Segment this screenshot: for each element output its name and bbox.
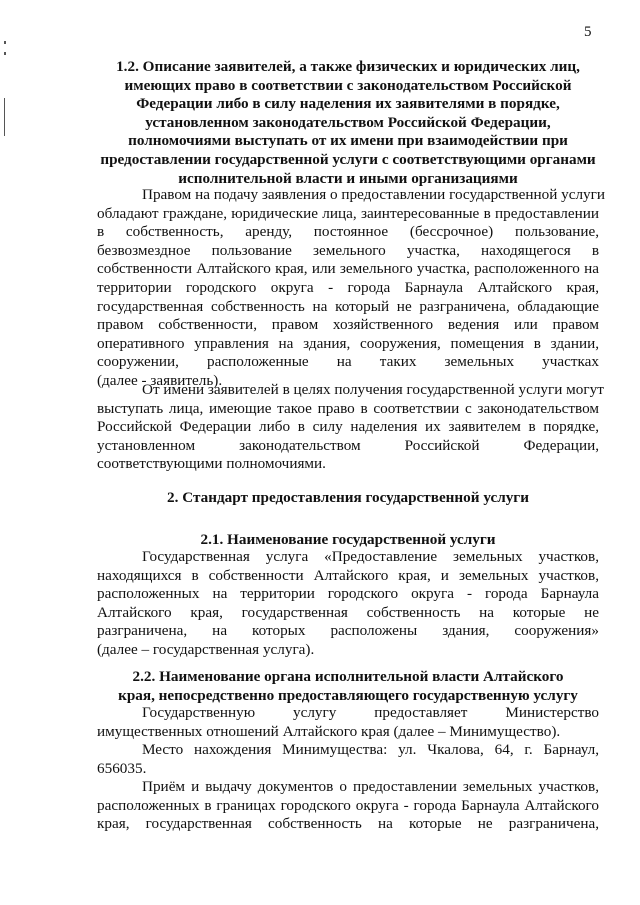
paragraph-line: установленном законодательством Российской Федерации, — [97, 436, 599, 454]
paragraph-line: находящихся в собственности Алтайского края, и земельных участков, — [97, 566, 599, 584]
section-2-2-heading — [97, 668, 599, 705]
paragraph-line: Российской Федерации либо в силу наделения их заявителем в порядке, — [97, 418, 599, 436]
paragraph-line: Государственную услугу предоставляет Министерство — [142, 704, 599, 721]
heading-line: края, непосредственно предоставляющего государственную услугу — [118, 686, 578, 704]
paragraph-line: обладают граждане, юридические лица, заинтересованные в предоставлении — [97, 204, 599, 222]
section-1-2-paragraph-1 — [97, 186, 606, 391]
paragraph-line: собственности Алтайского края, или земельного участка, расположенного на — [97, 260, 599, 278]
paragraph-line: имущественных отношений Алтайского края (далее – Минимущество). — [97, 722, 561, 740]
paragraph-line: Правом на подачу заявления о предоставлении государственной услуги — [142, 186, 606, 203]
heading-line: Федерации либо в силу наделения их заявителями в порядке, — [136, 95, 560, 113]
paragraph-line: выступать лица, имеющие такое право в соответствии с законодательством — [97, 399, 599, 417]
heading-line: исполнительной власти и иными организациями — [178, 169, 518, 187]
section-2-1-paragraph-1 — [97, 548, 599, 660]
paragraph-line: края, государственная собственность на которые не разграничена, — [97, 815, 599, 833]
paragraph-line: оперативного управления на здания, сооружения, помещения в здании, — [97, 334, 599, 352]
paragraph-line: (далее - заявитель). — [97, 371, 223, 389]
heading-line: предоставлении государственной услуги с соответствующими органами — [100, 150, 596, 168]
paragraph-line: 656035. — [97, 759, 147, 777]
paragraph-line: правом собственности, правом хозяйственного ведения или правом — [97, 316, 599, 334]
heading-line: установленном законодательством Российской Федерации, — [145, 113, 551, 131]
paragraph-line: в собственность, аренду, постоянное (бессрочное) пользование, — [97, 223, 599, 241]
heading-line: 1.2. Описание заявителей, а также физических и юридических лиц, — [116, 58, 580, 75]
paragraph-line: От имени заявителей в целях получения государственной услуги могут — [142, 381, 604, 398]
section-2-heading: 2. Стандарт предоставления государственной услуги — [167, 489, 529, 506]
paragraph-line: безвозмездное пользование земельного участка, находящегося в — [97, 241, 599, 259]
left-margin-dot — [4, 52, 6, 55]
paragraph-line: Место нахождения Минимущества: ул. Чкалова, 64, г. Барнаул, — [142, 741, 599, 758]
paragraph-line: расположенных в границах городского округа - города Барнаула Алтайского — [97, 796, 599, 814]
heading-line: полномочиями выступать от их имени при взаимодействии при — [128, 132, 568, 150]
paragraph-line: территории городского округа - города Барнаула Алтайского края, — [97, 278, 599, 296]
paragraph-line: (далее – государственная услуга). — [97, 640, 315, 658]
paragraph-line: разграничена, на которых расположены здания, сооружения» — [97, 622, 599, 640]
page-number: 5 — [584, 24, 592, 40]
section-2-1-heading: 2.1. Наименование государственной услуги — [200, 531, 496, 548]
section-1-2-heading — [97, 58, 599, 188]
paragraph-line: соответствующими полномочиями. — [97, 455, 326, 473]
paragraph-line: государственная собственность на который не разграничена, обладающие — [97, 297, 599, 315]
section-2-2-paragraph-3 — [97, 778, 599, 834]
paragraph-line: Приём и выдачу документов о предоставлении земельных участков, — [142, 778, 599, 795]
paragraph-line: Государственная услуга «Предоставление земельных участков, — [142, 548, 599, 565]
left-margin-mark — [4, 98, 5, 136]
heading-line: 2.2. Наименование органа исполнительной власти Алтайского — [132, 668, 564, 685]
paragraph-line: сооружении, расположенные на таких земельных участках — [97, 353, 599, 371]
section-1-2-paragraph-2 — [97, 381, 604, 474]
section-2-2-paragraph-1 — [97, 704, 599, 741]
left-margin-dot — [4, 41, 6, 44]
paragraph-line: Алтайского края, государственная собственность на которые не — [97, 603, 599, 621]
paragraph-line: расположенных на территории городского округа - города Барнаула — [97, 585, 599, 603]
heading-line: имеющих право в соответствии с законодательством Российской — [124, 76, 572, 94]
section-2-2-paragraph-2 — [97, 741, 599, 778]
